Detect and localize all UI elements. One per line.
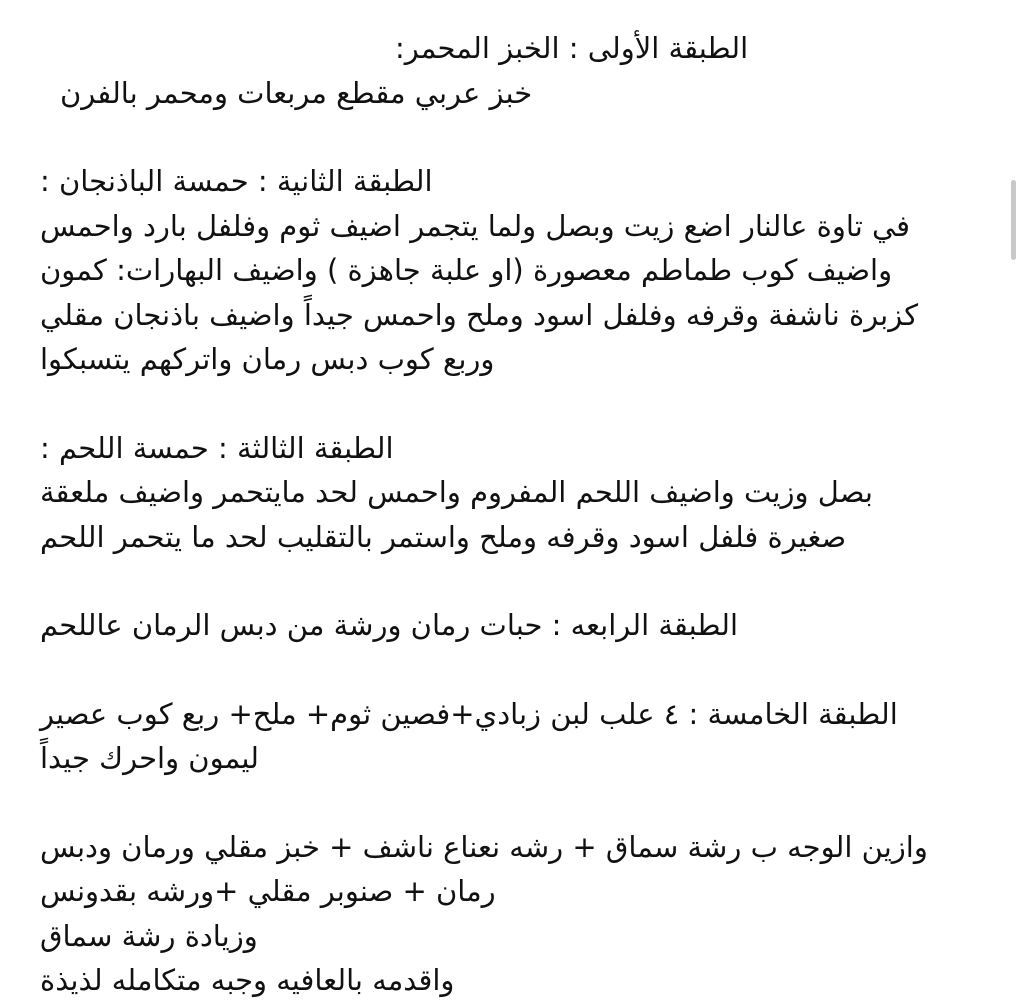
layer2-line: واضيف كوب طماطم معصورة (او علبة جاهزة ) واضيف البهارات: كمون (40, 253, 893, 287)
layer2-line: في تاوة عالنار اضع زيت وبصل ولما يتجمر اضيف ثوم وفلفل بارد واحمس (40, 208, 911, 243)
layer2-line: وربع كوب دبس رمان واتركهم يتسبكوا (40, 342, 495, 376)
garnish-section (20, 825, 955, 1003)
layer3-heading: الطبقة الثالثة : حمسة اللحم : (40, 430, 394, 465)
layer1-section (20, 26, 955, 115)
layer2-heading: الطبقة الثانية : حمسة الباذنجان : (40, 164, 433, 198)
layer3-line: بصل وزيت واضيف اللحم المفروم واحمس لحد مايتحمر واضيف ملعقة (40, 475, 873, 509)
garnish-line: وازين الوجه ب رشة سماق + رشه نعناع ناشف + خبز مقلي ورمان ودبس (40, 829, 928, 864)
layer3-line: صغيرة فلفل اسود وقرفه وملح واستمر بالتقليب لحد ما يتحمر اللحم (40, 519, 847, 554)
layer5-line: الطبقة الخامسة : ٤ علب لبن زبادي+فصين ثوم+ ملح+ ربع كوب عصير (40, 696, 898, 731)
layer5-line: ليمون واحرك جيداً (40, 741, 259, 775)
garnish-line: وزيادة رشة سماق (40, 918, 258, 953)
vertical-scrollbar[interactable] (1011, 180, 1016, 260)
layer2-section (20, 159, 955, 382)
layer1-line: خبز عربي مقطع مربعات ومحمر بالفرن (60, 75, 533, 110)
layer5-section (20, 692, 955, 781)
recipe-note (0, 26, 1024, 1003)
layer4-heading: الطبقة الرابعه : حبات رمان ورشة من دبس الرمان عاللحم (40, 608, 739, 642)
layer1-heading: الطبقة الأولى : الخبز المحمر: (395, 31, 749, 65)
garnish-line: رمان + صنوبر مقلي +ورشه بقدونس (40, 874, 496, 908)
layer2-line: كزبرة ناشفة وقرفه وفلفل اسود وملح واحمس جيداً واضيف باذنجان مقلي (40, 297, 919, 332)
layer3-section (20, 426, 955, 560)
layer4-section (20, 603, 955, 648)
garnish-line: واقدمه بالعافيه وجبه متكامله لذيذة (40, 963, 455, 997)
